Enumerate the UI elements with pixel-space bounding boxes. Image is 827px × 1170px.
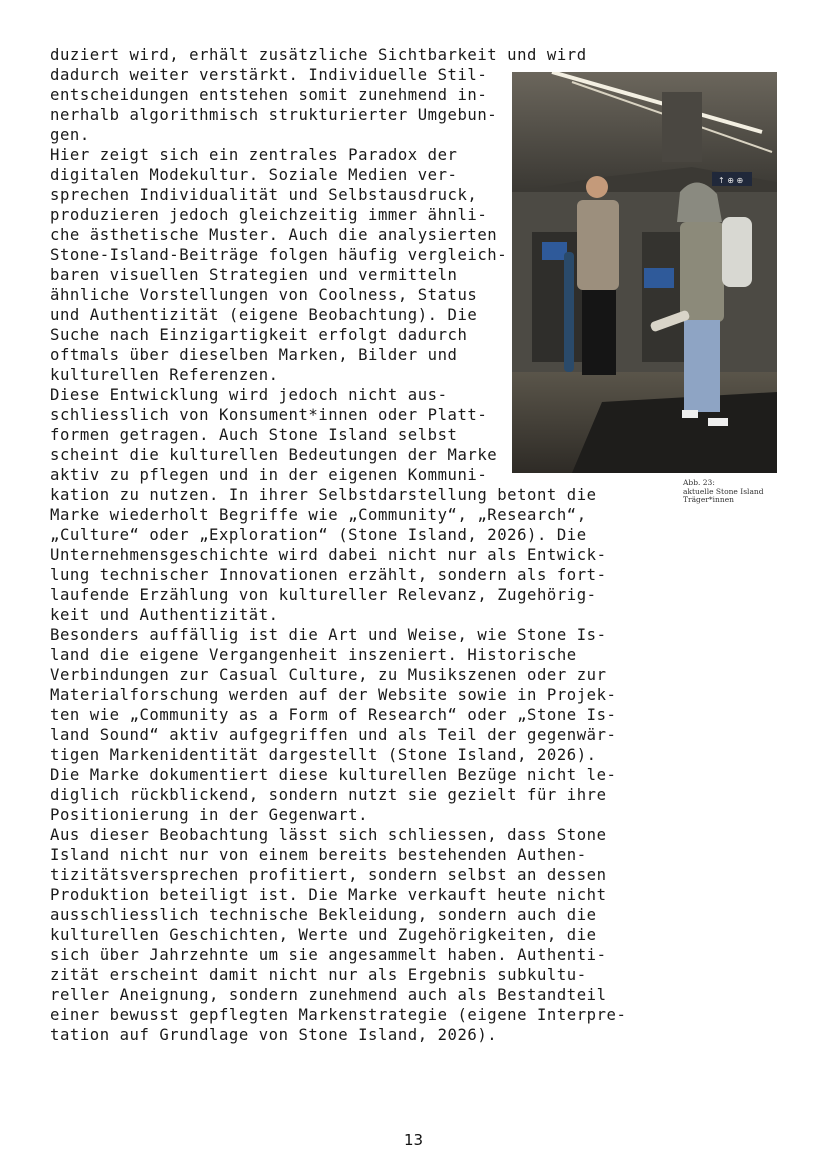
body-text-line: „Culture“ oder „Exploration“ (Stone Island, 2026). Die	[50, 526, 587, 544]
page-number: 13	[403, 1131, 424, 1149]
body-text-line: reller Aneignung, sondern zunehmend auch als Bestandteil	[50, 986, 607, 1004]
body-text-line: che ästhetische Muster. Auch die analysierten	[50, 226, 498, 244]
body-text-line: Verbindungen zur Casual Culture, zu Musikszenen oder zur	[50, 666, 607, 684]
body-text-line: oftmals über dieselben Marken, Bilder und	[50, 346, 458, 364]
body-text-line: digitalen Modekultur. Soziale Medien ver-	[50, 166, 458, 184]
subway-photo-illustration	[512, 72, 777, 473]
figure-photo	[512, 72, 777, 473]
body-text-line: laufende Erzählung von kultureller Relevanz, Zugehörig-	[50, 586, 597, 604]
body-text-line: einer bewusst gepflegten Markenstrategie (eigene Interpre-	[50, 1006, 627, 1024]
body-text-line: und Authentizität (eigene Beobachtung). Die	[50, 306, 478, 324]
body-text-line: schliesslich von Konsument*innen oder Platt-	[50, 406, 488, 424]
body-text-line: land die eigene Vergangenheit inszeniert. Historische	[50, 646, 577, 664]
body-text-line: ten wie „Community as a Form of Research“ oder „Stone Is-	[50, 706, 617, 724]
body-text-line: aktiv zu pflegen und in der eigenen Kommuni-	[50, 466, 488, 484]
body-text-line: keit und Authentizität.	[50, 606, 279, 624]
body-text-line: zität erscheint damit nicht nur als Ergebnis subkultu-	[50, 966, 587, 984]
body-text-line: tigen Markenidentität dargestellt (Stone Island, 2026).	[50, 746, 597, 764]
body-text-line: ähnliche Vorstellungen von Coolness, Status	[50, 286, 478, 304]
body-text-line: kulturellen Referenzen.	[50, 366, 279, 384]
body-text-line: dadurch weiter verstärkt. Individuelle Stil-	[50, 66, 488, 84]
body-text-line: Besonders auffällig ist die Art und Weise, wie Stone Is-	[50, 626, 607, 644]
body-text-line: Stone-Island-Beiträge folgen häufig vergleich-	[50, 246, 508, 264]
body-text-line: lung technischer Innovationen erzählt, sondern als fort-	[50, 566, 607, 584]
body-text-line: Die Marke dokumentiert diese kulturellen Bezüge nicht le-	[50, 766, 617, 784]
body-text-line: Positionierung in der Gegenwart.	[50, 806, 369, 824]
body-text-line: Island nicht nur von einem bereits bestehenden Authen-	[50, 846, 587, 864]
body-text-line: formen getragen. Auch Stone Island selbst	[50, 426, 458, 444]
svg-text:↑ ⊕ ⊕: ↑ ⊕ ⊕	[718, 176, 744, 185]
body-text-line: tizitätsversprechen profitiert, sondern selbst an dessen	[50, 866, 607, 884]
body-text-line: Suche nach Einzigartigkeit erfolgt dadurch	[50, 326, 468, 344]
body-text-line: produzieren jedoch gleichzeitig immer ähnli-	[50, 206, 488, 224]
body-text-line: scheint die kulturellen Bedeutungen der Marke	[50, 446, 498, 464]
body-text-line: ausschliesslich technische Bekleidung, sondern auch die	[50, 906, 597, 924]
figure-caption-line: Träger*innen	[683, 495, 734, 505]
figure-caption	[683, 479, 793, 505]
body-text-line: Diese Entwicklung wird jedoch nicht aus-	[50, 386, 448, 404]
body-text-line: duziert wird, erhält zusätzliche Sichtbarkeit und wird	[50, 46, 587, 64]
body-text-line: kulturellen Geschichten, Werte und Zugehörigkeiten, die	[50, 926, 597, 944]
body-text-line: Hier zeigt sich ein zentrales Paradox der	[50, 146, 458, 164]
body-text-line: Materialforschung werden auf der Website sowie in Projek-	[50, 686, 617, 704]
body-text-line: tation auf Grundlage von Stone Island, 2026).	[50, 1026, 498, 1044]
figure-caption-line: aktuelle Stone Island	[683, 486, 764, 496]
body-text-line: land Sound“ aktiv aufgegriffen und als Teil der gegenwär-	[50, 726, 617, 744]
body-text-line: Produktion beteiligt ist. Die Marke verkauft heute nicht	[50, 886, 607, 904]
body-text-line: gen.	[50, 126, 90, 144]
body-text-line: sprechen Individualität und Selbstausdruck,	[50, 186, 478, 204]
figure-caption-line: Abb. 23:	[683, 478, 715, 487]
body-text-line: kation zu nutzen. In ihrer Selbstdarstellung betont die	[50, 486, 597, 504]
body-text-line: entscheidungen entstehen somit zunehmend in-	[50, 86, 488, 104]
body-text-line: Aus dieser Beobachtung lässt sich schliessen, dass Stone	[50, 826, 607, 844]
body-text-line: diglich rückblickend, sondern nutzt sie gezielt für ihre	[50, 786, 607, 804]
body-text-line: sich über Jahrzehnte um sie angesammelt haben. Authenti-	[50, 946, 607, 964]
body-text-line: Unternehmensgeschichte wird dabei nicht nur als Entwick-	[50, 546, 607, 564]
body-text-line: Marke wiederholt Begriffe wie „Community“, „Research“,	[50, 506, 587, 524]
body-text-line: nerhalb algorithmisch strukturierter Umgebun-	[50, 106, 498, 124]
body-text-line: baren visuellen Strategien und vermitteln	[50, 266, 458, 284]
